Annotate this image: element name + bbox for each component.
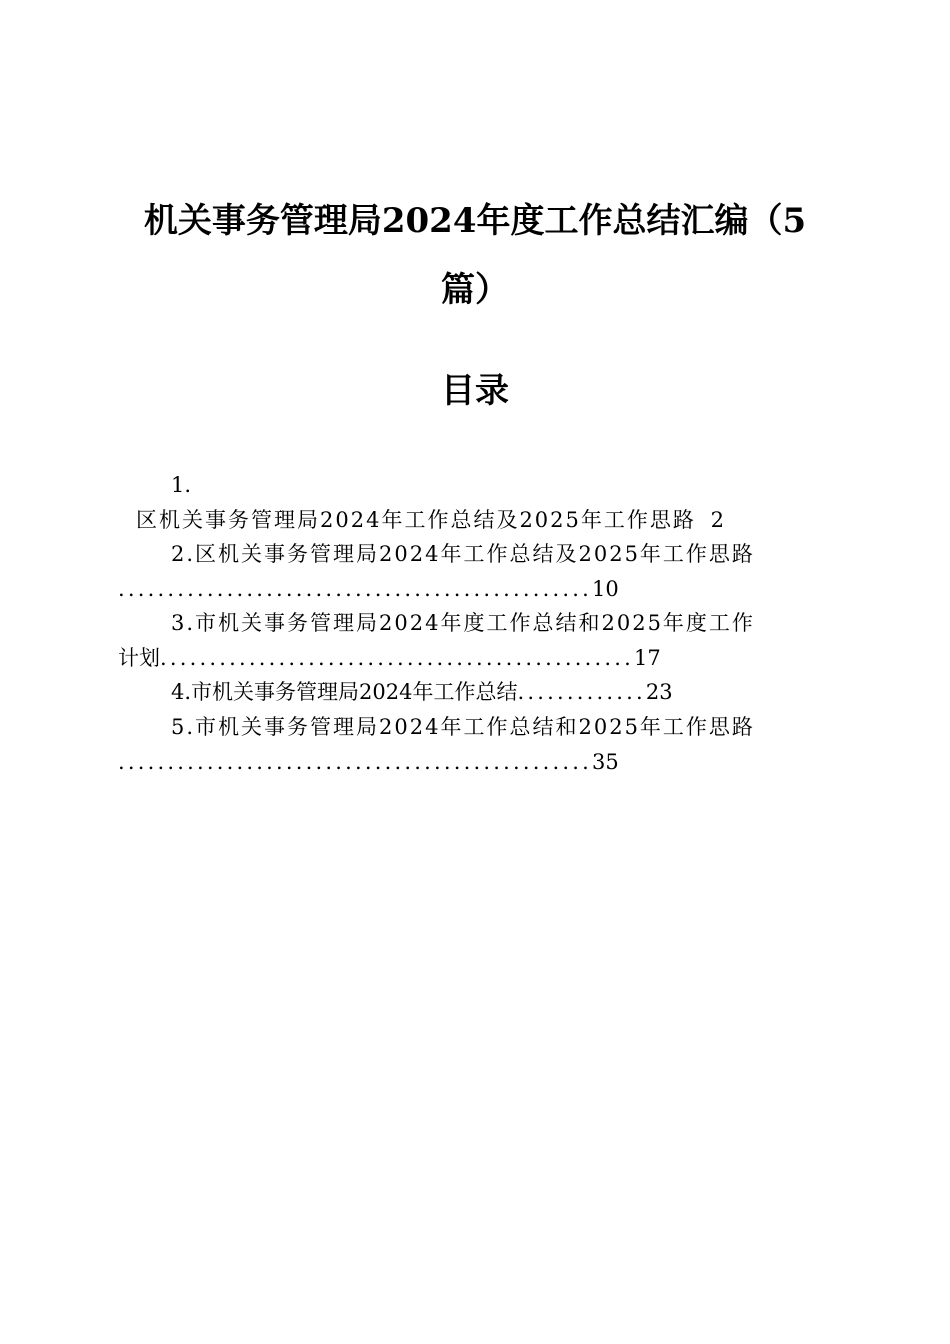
toc-entry-2-number: 2.	[171, 542, 196, 566]
toc-entry-3[interactable]	[171, 609, 755, 637]
toc-entry-1-page: 2	[710, 508, 726, 532]
document-title-line-2: 篇）	[441, 270, 509, 310]
toc-entry-5-leader: ................................................	[118, 750, 593, 774]
toc-entry-4-page: 23	[645, 680, 673, 704]
toc-entry-3-title: 市机关事务管理局2024年度工作总结和2025年度工作	[195, 611, 755, 635]
toc-entry-5-leader-line[interactable]	[118, 748, 619, 776]
toc-entry-3-title-cont: 计划	[118, 646, 160, 670]
toc-entry-5-number: 5.	[171, 715, 196, 739]
document-title-line-1: 机关事务管理局2024年度工作总结汇编（5	[143, 201, 807, 241]
toc-entry-4-leader: .............	[517, 680, 646, 704]
toc-entry-4-number: 4.	[171, 680, 192, 704]
toc-entry-4-title: 市机关事务管理局2024年工作总结	[191, 680, 518, 704]
toc-entry-3-leader-line[interactable]	[118, 644, 661, 672]
toc-entry-1[interactable]	[136, 506, 726, 534]
toc-entry-2-title: 区机关事务管理局2024年工作总结及2025年工作思路	[195, 542, 755, 566]
toc-heading: 目录	[441, 371, 509, 411]
toc-entry-2-page: 10	[592, 577, 619, 601]
toc-entry-2-leader-line[interactable]	[118, 575, 619, 603]
toc-entry-3-leader: ................................................	[160, 646, 635, 670]
toc-entry-3-page: 17	[634, 646, 661, 670]
toc-entry-3-number: 3.	[171, 611, 196, 635]
toc-entry-5-page: 35	[592, 750, 619, 774]
toc-entry-1-title: 区机关事务管理局2024年工作总结及2025年工作思路	[136, 508, 696, 532]
toc-entry-1-number[interactable]: 1.	[171, 473, 192, 497]
toc-entry-4[interactable]	[171, 678, 673, 706]
toc-entry-5[interactable]	[171, 713, 755, 741]
toc-entry-2[interactable]	[171, 540, 755, 568]
toc-entry-2-leader: ................................................	[118, 577, 593, 601]
toc-entry-5-title: 市机关事务管理局2024年工作总结和2025年工作思路	[195, 715, 755, 739]
